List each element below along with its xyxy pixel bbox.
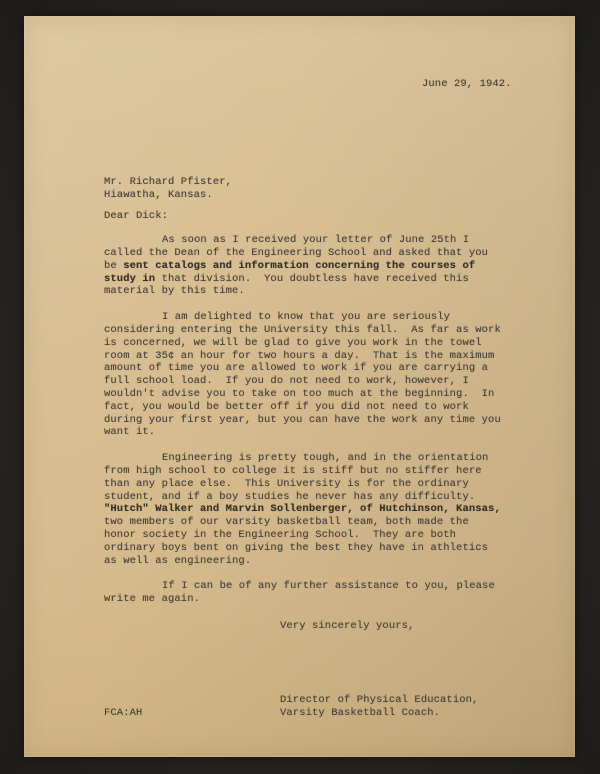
letter-paper — [24, 16, 575, 757]
signature-title-1: Director of Physical Education, — [280, 693, 479, 706]
complimentary-closing: Very sincerely yours, — [280, 619, 415, 632]
paragraph-2: I am delighted to know that you are seriously considering entering the University this fall. As far as work is concerned, we will be glad to give you work in the towel room at 35¢ an hour for two hours a day. That is the maximum amount of time you are allowed to work if you are carrying a full school load. If you do not need to work, however, I wouldn't advise you to take on too much at the beginning. In fact, you would be better off if you did not need to work during your first year, but you can have the work any time you want it. — [104, 311, 508, 439]
signature-title-2: Varsity Basketball Coach. — [280, 706, 441, 719]
recipient-city: Hiawatha, Kansas. — [104, 188, 213, 201]
typist-initials: FCA:AH — [104, 706, 143, 719]
paragraph-3: Engineering is pretty tough, and in the orientation from high school to college it is stiff but no stiffer here than any place else. This University is for the ordinary student, and if a boy studies he never has any difficulty. "Hutch" Walker and Marvin Sollenberger, of Hutchinson, Kansas, two members of our varsity basketball team, both made the honor society in the Engineering School. They are both ordinary boys bent on giving the best they have in athletics as well as engineering. — [104, 452, 508, 567]
letter-content — [104, 78, 512, 719]
signature-row — [104, 694, 504, 720]
recipient-name: Mr. Richard Pfister, — [104, 175, 233, 188]
letter-date: June 29, 1942. — [422, 78, 512, 90]
paragraph-1: As soon as I received your letter of June 25th I called the Dean of the Engineering School and asked that you be sent catalogs and information concerning the courses of study in that division. You doubtless have received this material by this time. — [104, 234, 495, 298]
recipient-block — [104, 176, 504, 202]
signature-block — [280, 694, 504, 720]
salutation: Dear Dick: — [104, 210, 169, 223]
paragraph-4: If I can be of any further assistance to you, please write me again. — [104, 580, 502, 606]
